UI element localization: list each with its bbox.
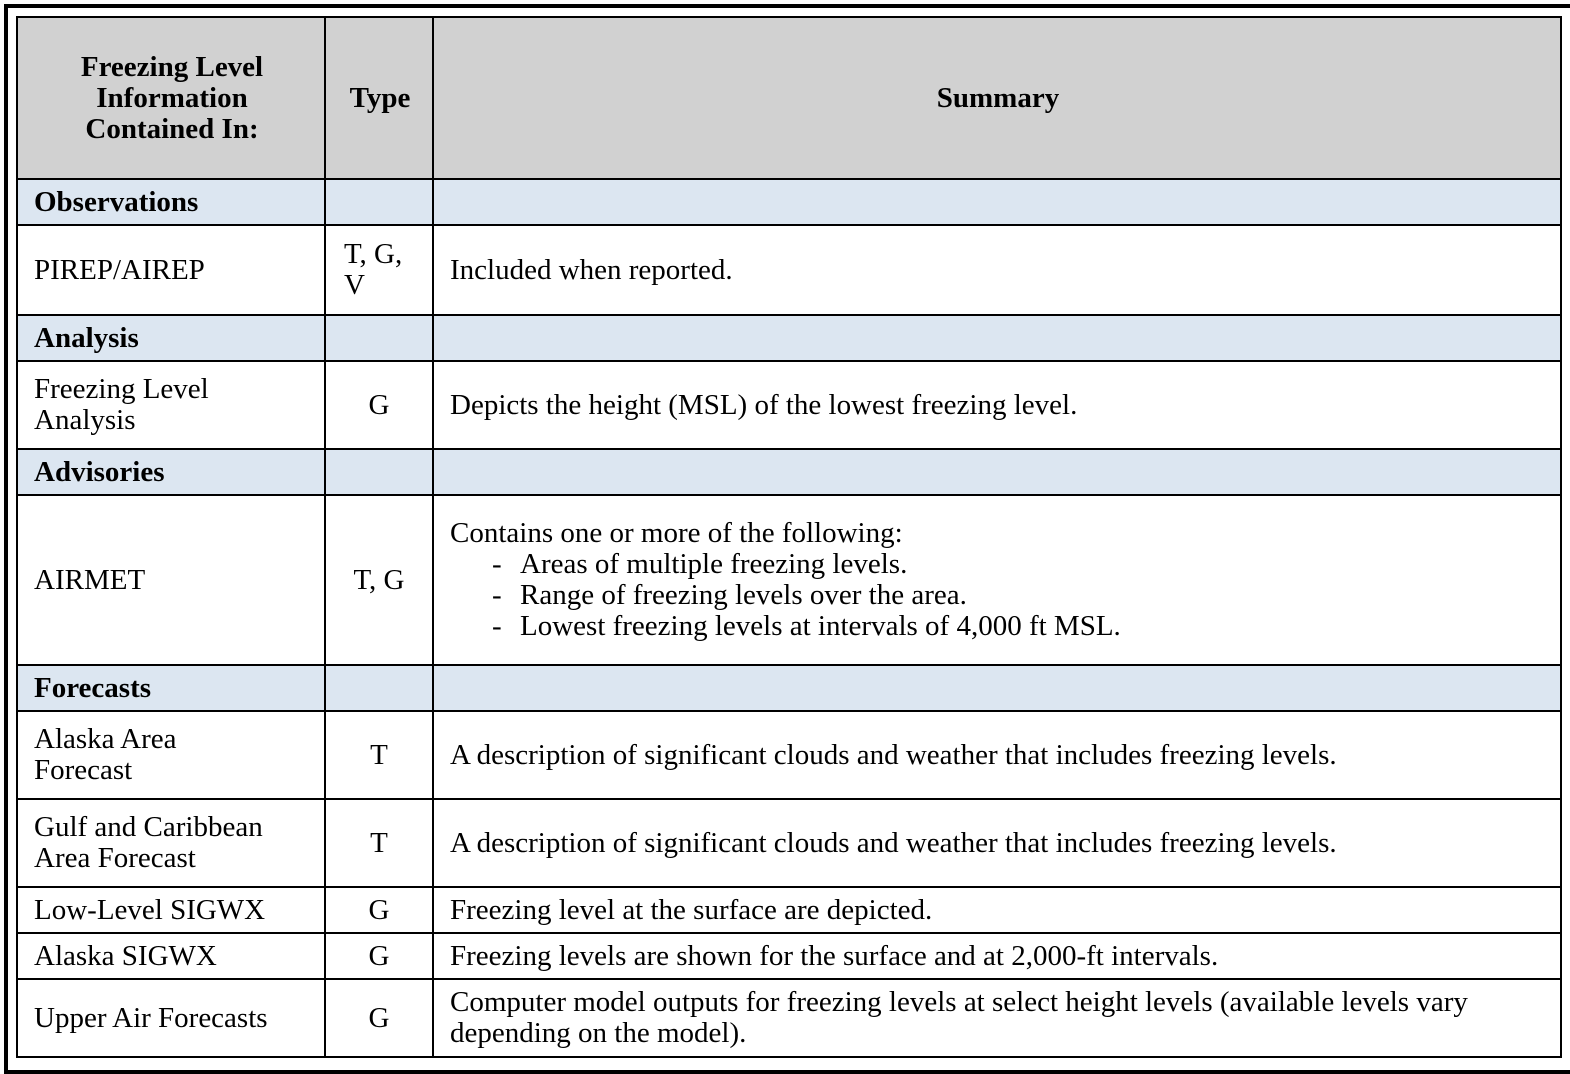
- section-row-analysis: [17, 315, 1561, 361]
- table-frame: [4, 4, 1570, 1074]
- row-type: G: [325, 979, 433, 1057]
- list-item: - Range of freezing levels over the area.: [492, 579, 967, 611]
- section-title: Advisories: [17, 449, 325, 495]
- row-type: G: [325, 933, 433, 979]
- row-summary: A description of significant clouds and weather that includes freezing levels.: [433, 799, 1561, 887]
- section-row-forecasts: [17, 665, 1561, 711]
- row-type: G: [325, 887, 433, 933]
- section-title: Analysis: [17, 315, 325, 361]
- header-source: Freezing Level Information Contained In:: [17, 17, 325, 179]
- row-summary: Computer model outputs for freezing levels at select height levels (available levels vary depending on the model).: [433, 979, 1561, 1057]
- section-row-advisories: [17, 449, 1561, 495]
- row-type: T: [325, 799, 433, 887]
- section-empty-cell: [433, 315, 1561, 361]
- section-title: Observations: [17, 179, 325, 225]
- table-row: [17, 979, 1561, 1057]
- row-type: T, G, V: [325, 225, 433, 315]
- row-name: AIRMET: [17, 495, 325, 665]
- section-empty-cell: [433, 179, 1561, 225]
- row-type: T, G: [325, 495, 433, 665]
- table-row: [17, 711, 1561, 799]
- section-empty-cell: [325, 179, 433, 225]
- section-empty-cell: [325, 665, 433, 711]
- header-summary: Summary: [433, 17, 1561, 179]
- row-name: Upper Air Forecasts: [17, 979, 325, 1057]
- section-empty-cell: [325, 315, 433, 361]
- summary-intro: Contains one or more of the following:: [450, 517, 903, 549]
- row-summary: Included when reported.: [433, 225, 1561, 315]
- header-row: [17, 17, 1561, 179]
- table-row: [17, 495, 1561, 665]
- row-name: PIREP/AIREP: [17, 225, 325, 315]
- header-type: Type: [325, 17, 433, 179]
- list-item: - Lowest freezing levels at intervals of 4,000 ft MSL.: [492, 610, 1121, 642]
- table-row: [17, 225, 1561, 315]
- freezing-level-table: [16, 16, 1562, 1058]
- row-type: G: [325, 361, 433, 449]
- row-summary: A description of significant clouds and weather that includes freezing levels.: [433, 711, 1561, 799]
- row-summary: [433, 495, 1561, 665]
- summary-list: [450, 549, 1546, 642]
- section-title: Forecasts: [17, 665, 325, 711]
- section-empty-cell: [325, 449, 433, 495]
- row-summary: Freezing levels are shown for the surface and at 2,000-ft intervals.: [433, 933, 1561, 979]
- row-name: Alaska Area Forecast: [17, 711, 325, 799]
- row-summary: Depicts the height (MSL) of the lowest freezing level.: [433, 361, 1561, 449]
- list-item: - Areas of multiple freezing levels.: [492, 548, 908, 580]
- row-name: Gulf and Caribbean Area Forecast: [17, 799, 325, 887]
- row-type: T: [325, 711, 433, 799]
- section-empty-cell: [433, 665, 1561, 711]
- section-empty-cell: [433, 449, 1561, 495]
- table-row: [17, 887, 1561, 933]
- table-row: [17, 933, 1561, 979]
- table-row: [17, 799, 1561, 887]
- row-name: Freezing Level Analysis: [17, 361, 325, 449]
- table-row: [17, 361, 1561, 449]
- row-name: Alaska SIGWX: [17, 933, 325, 979]
- section-row-observations: [17, 179, 1561, 225]
- row-summary: Freezing level at the surface are depicted.: [433, 887, 1561, 933]
- row-name: Low-Level SIGWX: [17, 887, 325, 933]
